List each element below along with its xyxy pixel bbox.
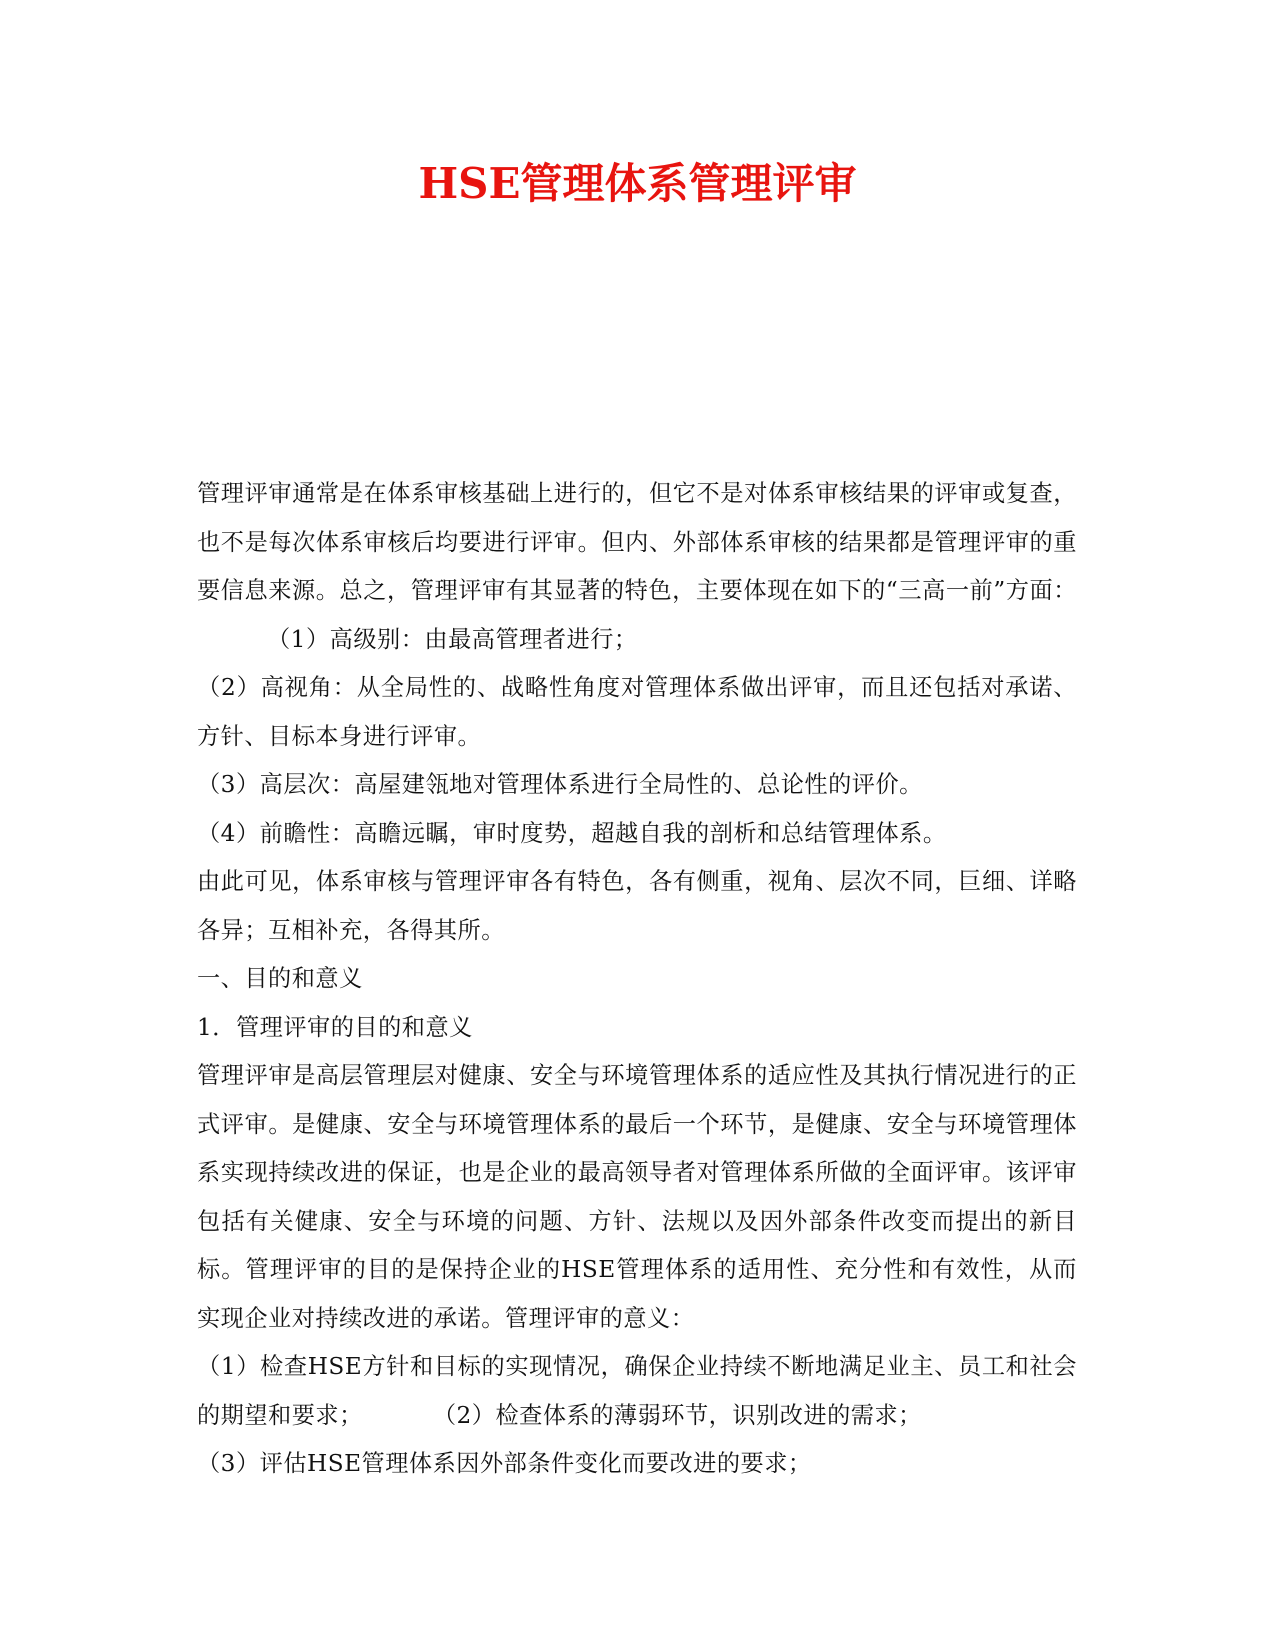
body-paragraph: 由此可见，体系审核与管理评审各有特色，各有侧重，视角、层次不同，巨细、详略各异；互相补充，各得其所。 xyxy=(197,868,1077,944)
body-paragraph xyxy=(197,470,1077,664)
body-paragraph xyxy=(197,1343,1077,1440)
list-item-check-policy: （1）检查HSE方针和目标的实现情况，确保企业持续不断地满足业主、员工和社会的期望和要求； xyxy=(197,1353,1077,1429)
list-item-assess-changes: （3）评估HSE管理体系因外部条件变化而要改进的要求； xyxy=(197,1450,812,1477)
document-title: HSE管理体系管理评审 xyxy=(418,159,857,208)
list-item-high-level: （1）高级别：由最高管理者进行； xyxy=(267,625,638,653)
body-paragraph: 管理评审是高层管理层对健康、安全与环境管理体系的适应性及其执行情况进行的正式评审。是健康、安全与环境管理体系的最后一个环节，是健康、安全与环境管理体系实现持续改进的保证，也是企业的最高领导者对管理体系所做的全面评审。该评审包括有关健康、安全与环境的问题、方针、法规以及因外部条件改变而提出的新目标。管理评审的目的是保持企业的HSE管理体系的适用性、充分性和有效性，从而实现企业对持续改进的承诺。管理评审的意义： xyxy=(197,1062,1077,1332)
intro-text: 管理评审通常是在体系审核基础上进行的，但它不是对体系审核结果的评审或复查，也不是每次体系审核后均要进行评审。但内、外部体系审核的结果都是管理评审的重要信息来源。总之，管理评审有其显著的特色，主要体现在如下的“三高一前”方面： xyxy=(197,480,1077,604)
list-item-check-weakness: （2）检查体系的薄弱环节，识别改进的需求； xyxy=(432,1401,922,1429)
list-item-foresight: （4）前瞻性：高瞻远瞩，审时度势，超越自我的剖析和总结管理体系。 xyxy=(197,819,947,847)
document-body xyxy=(197,470,1077,1489)
section-heading: 一、目的和意义 xyxy=(197,965,363,992)
list-item-high-view: （2）高视角：从全局性的、战略性角度对管理体系做出评审，而且还包括对承诺、方针、目标本身进行评审。 xyxy=(197,674,1077,750)
list-item-high-tier: （3）高层次：高屋建瓴地对管理体系进行全局性的、总论性的评价。 xyxy=(197,771,923,798)
subsection-heading: 1．管理评审的目的和意义 xyxy=(197,1013,473,1041)
